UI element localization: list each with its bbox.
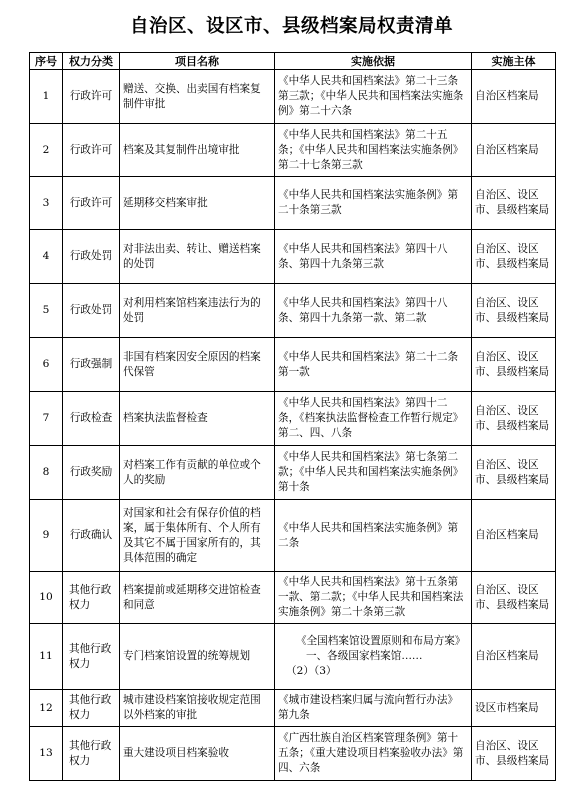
row-category: 行政处罚 [63,284,120,338]
row-item-name: 档案提前或延期移交进馆检查和同意 [120,572,275,624]
row-category: 其他行政权力 [63,727,120,781]
row-basis: 《城市建设档案归属与流向暂行办法》第九条 [275,690,472,727]
row-seq: 7 [30,392,63,446]
row-item-name: 专门档案馆设置的统筹规划 [120,624,275,690]
table-row [30,338,556,392]
row-item-name: 对非法出卖、转让、赠送档案的处罚 [120,230,275,284]
row-category: 行政奖励 [63,446,120,500]
header-basis: 实施依据 [275,53,472,70]
responsibility-table [29,52,556,781]
table-row [30,690,556,727]
header-agency: 实施主体 [472,53,556,70]
row-seq: 13 [30,727,63,781]
header-category: 权力分类 [63,53,120,70]
table-row [30,446,556,500]
row-category: 其他行政权力 [63,690,120,727]
table-row [30,624,556,690]
row-item-name: 对档案工作有贡献的单位或个人的奖励 [120,446,275,500]
table-row [30,572,556,624]
row-seq: 2 [30,124,63,177]
header-item: 项目名称 [120,53,275,70]
basis-line: （2）（3） [286,665,337,677]
header-seq: 序号 [30,53,63,70]
row-agency: 自治区、设区市、县级档案局 [472,446,556,500]
row-seq: 4 [30,230,63,284]
table-row [30,392,556,446]
row-agency: 自治区档案局 [472,500,556,572]
row-basis: 《中华人民共和国档案法》第二十三条第三款；《中华人民共和国档案法实施条例》第二十六条 [275,70,472,124]
row-item-name: 档案执法监督检查 [120,392,275,446]
table-row [30,230,556,284]
row-agency: 自治区、设区市、县级档案局 [472,727,556,781]
row-seq: 6 [30,338,63,392]
basis-line: 一、各级国家档案馆…… [306,650,423,662]
row-basis: 《中华人民共和国档案法》第二十五条；《中华人民共和国档案法实施条例》第二十七条第三款 [275,124,472,177]
row-item-name: 对国家和社会有保存价值的档案，属于集体所有、个人所有及其它不属于国家所有的，其具体范围的确定 [120,500,275,572]
row-seq: 3 [30,177,63,230]
row-category: 行政许可 [63,124,120,177]
row-basis: 《中华人民共和国档案法实施条例》第二条 [275,500,472,572]
basis-line: 《全国档案馆设置原则和布局方案》 [296,635,466,647]
row-basis: 《中华人民共和国档案法实施条例》第二十条第三款 [275,177,472,230]
row-agency: 自治区、设区市、县级档案局 [472,177,556,230]
row-agency: 自治区档案局 [472,124,556,177]
row-category: 行政处罚 [63,230,120,284]
row-item-name: 重大建设项目档案验收 [120,727,275,781]
document-title: 自治区、设区市、县级档案局权责清单 [129,16,453,37]
row-agency: 自治区、设区市、县级档案局 [472,230,556,284]
row-agency: 自治区、设区市、县级档案局 [472,392,556,446]
table-row [30,727,556,781]
table-row [30,124,556,177]
row-category: 行政检查 [63,392,120,446]
row-basis [275,624,472,690]
row-basis: 《中华人民共和国档案法》第四十八条、第四十九条第三款 [275,230,472,284]
row-agency: 设区市档案局 [472,690,556,727]
row-agency: 自治区、设区市、县级档案局 [472,338,556,392]
row-item-name: 城市建设档案馆接收规定范围以外档案的审批 [120,690,275,727]
row-category: 行政确认 [63,500,120,572]
table-row [30,500,556,572]
row-category: 行政许可 [63,70,120,124]
row-category: 其他行政权力 [63,572,120,624]
row-seq: 8 [30,446,63,500]
table-row [30,70,556,124]
row-item-name: 对利用档案馆档案违法行为的处罚 [120,284,275,338]
row-agency: 自治区、设区市、县级档案局 [472,284,556,338]
row-seq: 11 [30,624,63,690]
row-seq: 12 [30,690,63,727]
row-basis: 《中华人民共和国档案法》第七条第二款；《中华人民共和国档案法实施条例》第十条 [275,446,472,500]
row-basis: 《中华人民共和国档案法》第二十二条第一款 [275,338,472,392]
row-seq: 1 [30,70,63,124]
row-item-name: 赠送、交换、出卖国有档案复制件审批 [120,70,275,124]
table-row [30,284,556,338]
row-seq: 10 [30,572,63,624]
row-category: 行政强制 [63,338,120,392]
row-category: 其他行政权力 [63,624,120,690]
row-item-name: 非国有档案因安全原因的档案代保管 [120,338,275,392]
row-basis: 《中华人民共和国档案法》第十五条第一款、第二款；《中华人民共和国档案法实施条例》第二十条第三款 [275,572,472,624]
row-seq: 9 [30,500,63,572]
row-basis: 《中华人民共和国档案法》第四十八条、第四十九条第一款、第二款 [275,284,472,338]
table-header-row [30,53,556,70]
row-basis: 《广西壮族自治区档案管理条例》第十五条；《重大建设项目档案验收办法》第四、六条 [275,727,472,781]
row-agency: 自治区、设区市、县级档案局 [472,572,556,624]
row-category: 行政许可 [63,177,120,230]
row-agency: 自治区档案局 [472,624,556,690]
table-row [30,177,556,230]
row-basis: 《中华人民共和国档案法》第四十二条，《档案执法监督检查工作暂行规定》第二、四、八条 [275,392,472,446]
row-item-name: 延期移交档案审批 [120,177,275,230]
row-agency: 自治区档案局 [472,70,556,124]
row-item-name: 档案及其复制件出境审批 [120,124,275,177]
row-seq: 5 [30,284,63,338]
